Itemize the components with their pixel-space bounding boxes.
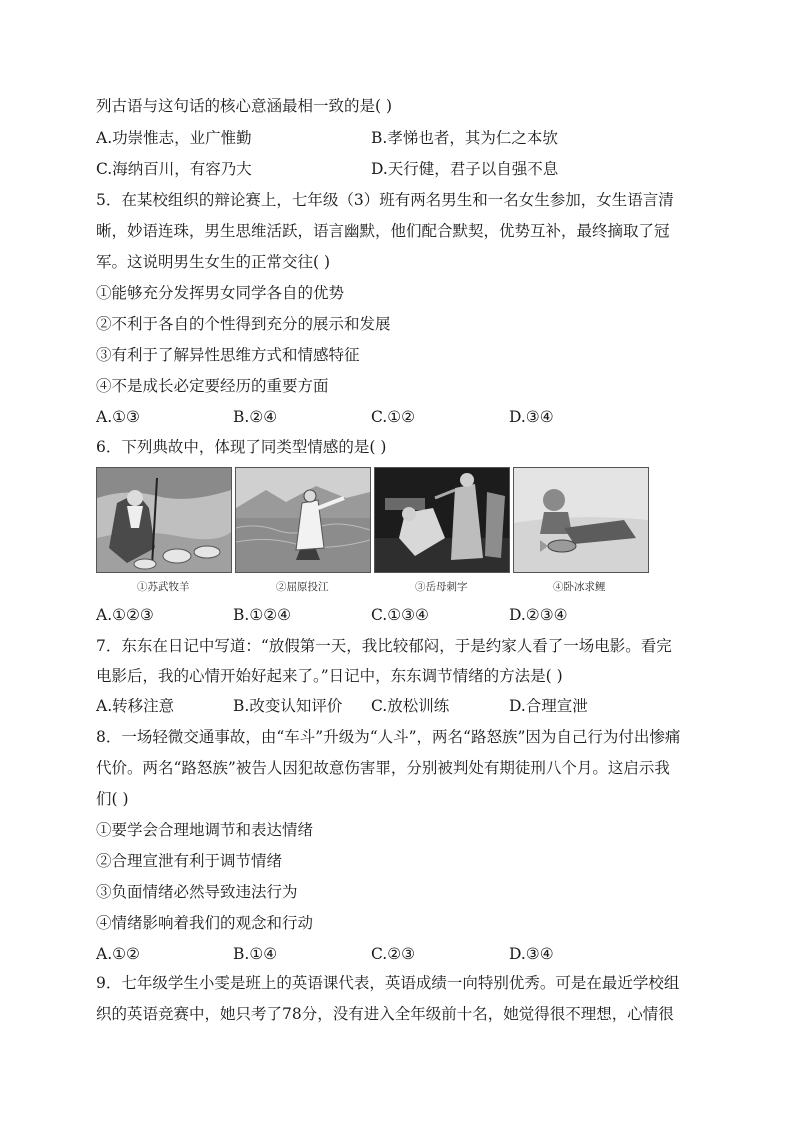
caption-1: ①苏武牧羊 <box>137 581 190 593</box>
q4-option-b: B.孝悌也者，其为仁之本欤 <box>371 129 558 147</box>
q8-option-a: A.①② <box>96 945 140 963</box>
q5-option-d: D.③④ <box>509 408 554 426</box>
q8-stem-line-2: 代价。两名“路怒族”被告人因犯故意伤害罪，分别被判处有期徒刑八个月。这启示我 <box>96 759 670 777</box>
q5-option-b: B.②④ <box>233 408 278 426</box>
q4-stem: 列古语与这句话的核心意涵最相一致的是( ) <box>96 97 393 115</box>
q7-option-c: C.放松训练 <box>371 697 450 715</box>
q5-statement-2: ②不利于各自的个性得到充分的展示和发展 <box>96 315 391 333</box>
q6-option-a: A.①②③ <box>96 606 154 624</box>
su-wu-herding-sheep-image <box>96 467 232 573</box>
q8-statement-4: ④情绪影响着我们的观念和行动 <box>96 914 314 932</box>
q4-option-a: A.功崇惟志，业广惟勤 <box>96 129 252 147</box>
q7-option-a: A.转移注意 <box>96 697 175 715</box>
q9-stem-line-1: 9．七年级学生小雯是班上的英语课代表，英语成绩一向特别优秀。可是在最近学校组 <box>96 974 680 992</box>
q5-stem-line-2: 晰，妙语连珠，男生思维活跃，语言幽默，他们配合默契，优势互补，最终摘取了冠 <box>96 222 670 240</box>
q8-stem-line-1: 8．一场轻微交通事故，由“车斗”升级为“人斗”，两名“路怒族”因为自己行为付出惨痛 <box>96 728 681 746</box>
q8-statement-3: ③负面情绪必然导致违法行为 <box>96 883 298 901</box>
caption-3: ③岳母刺字 <box>415 581 468 593</box>
q8-option-c: C.②③ <box>371 945 416 963</box>
q8-statement-2: ②合理宣泄有利于调节情绪 <box>96 852 283 870</box>
yue-mother-tattoo-image <box>374 467 510 573</box>
q5-statement-1: ①能够充分发挥男女同学各自的优势 <box>96 284 345 302</box>
q7-option-d: D.合理宣泄 <box>509 697 588 715</box>
q5-option-c: C.①② <box>371 408 416 426</box>
q5-stem-line-3: 军。这说明男生女生的正常交往( ) <box>96 253 331 271</box>
q6-option-d: D.②③④ <box>509 606 568 624</box>
q6-option-c: C.①③④ <box>371 606 429 624</box>
qu-yuan-river-image <box>235 467 371 573</box>
q6-stem: 6．下列典故中，体现了同类型情感的是( ) <box>96 438 387 456</box>
caption-2: ②屈原投江 <box>276 581 329 593</box>
caption-4: ④卧冰求鲤 <box>553 581 606 593</box>
q6-image-strip <box>96 467 648 573</box>
q7-option-b: B.改变认知评价 <box>233 697 343 715</box>
q5-option-a: A.①③ <box>96 408 140 426</box>
q8-option-d: D.③④ <box>509 945 554 963</box>
q5-statement-4: ④不是成长必定要经历的重要方面 <box>96 377 329 395</box>
q8-stem-line-3: 们( ) <box>96 790 129 808</box>
q4-option-d: D.天行健，君子以自强不息 <box>371 160 559 178</box>
q6-option-b: B.①②④ <box>233 606 292 624</box>
q7-stem-line-1: 7．东东在日记中写道：“放假第一天，我比较郁闷，于是约家人看了一场电影。看完 <box>96 637 672 655</box>
q5-stem-line-1: 5．在某校组织的辩论赛上，七年级（3）班有两名男生和一名女生参加，女生语言清 <box>96 191 674 209</box>
q8-option-b: B.①④ <box>233 945 278 963</box>
q8-statement-1: ①要学会合理地调节和表达情绪 <box>96 821 314 839</box>
q5-statement-3: ③有利于了解异性思维方式和情感特征 <box>96 346 360 364</box>
q4-option-c: C.海纳百川，有容乃大 <box>96 160 252 178</box>
q7-stem-line-2: 电影后，我的心情开始好起来了。”日记中，东东调节情绪的方法是( ) <box>96 667 563 685</box>
lying-on-ice-carp-image <box>513 467 649 573</box>
q9-stem-line-2: 织的英语竞赛中，她只考了78分，没有进入全年级前十名，她觉得很不理想，心情很 <box>96 1005 674 1023</box>
